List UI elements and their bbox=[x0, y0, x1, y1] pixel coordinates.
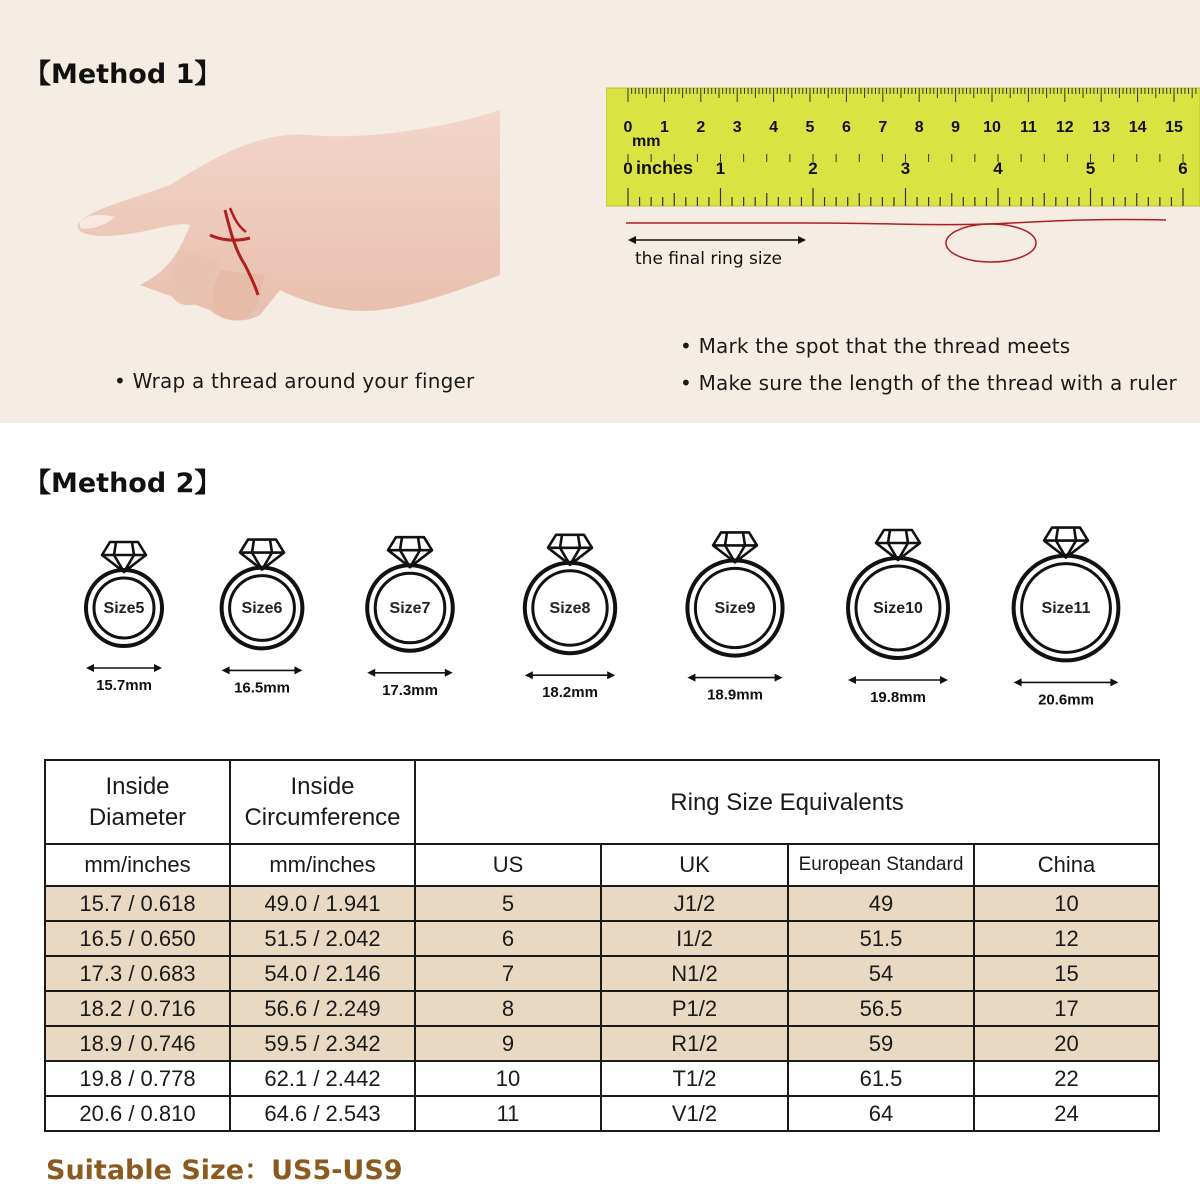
ring-diameter-label: 16.5mm bbox=[234, 679, 290, 697]
table-cell: 10 bbox=[415, 1061, 601, 1096]
ring-sizes-illustration bbox=[0, 510, 1200, 725]
table-cell: 24 bbox=[974, 1096, 1159, 1131]
ring-diameter-label: 18.2mm bbox=[542, 684, 598, 702]
table-cell: 56.6 / 2.249 bbox=[230, 991, 415, 1026]
method1-title: 【Method 1】 bbox=[24, 59, 222, 90]
ring-size-label: Size11 bbox=[1041, 600, 1091, 617]
diamond-icon bbox=[388, 537, 432, 567]
table-cell: 49 bbox=[788, 886, 974, 921]
arrow-head bbox=[86, 664, 94, 672]
table-cell: 6 bbox=[415, 921, 601, 956]
header-ring-size-equivalents: Ring Size Equivalents bbox=[415, 760, 1159, 844]
bullet-wrap-thread: • Wrap a thread around your finger bbox=[114, 369, 475, 393]
table-row bbox=[45, 956, 1159, 991]
bullet-dot: • bbox=[680, 371, 699, 395]
bullet-measure-ruler: • Make sure the length of the thread with a ruler bbox=[680, 371, 1177, 395]
table-cell: 8 bbox=[415, 991, 601, 1026]
ruler-mm-label: mm bbox=[632, 133, 661, 150]
header-european: European Standard bbox=[788, 844, 974, 886]
diamond-icon bbox=[876, 530, 920, 560]
table-row bbox=[45, 1026, 1159, 1061]
header-china: China bbox=[974, 844, 1159, 886]
table-cell: N1/2 bbox=[601, 956, 788, 991]
diamond-icon bbox=[1044, 528, 1088, 558]
table-row bbox=[45, 1096, 1159, 1131]
table-cell: 5 bbox=[415, 886, 601, 921]
arrow-head bbox=[367, 669, 375, 677]
table-cell: T1/2 bbox=[601, 1061, 788, 1096]
ruler-mm-number: 15 bbox=[1165, 119, 1183, 136]
table-row bbox=[45, 991, 1159, 1026]
ruler-mm-number: 5 bbox=[805, 119, 815, 136]
method2-title: 【Method 2】 bbox=[24, 468, 222, 499]
ring-size-label: Size5 bbox=[103, 600, 145, 617]
bullet-mark-spot: • Mark the spot that the thread meets bbox=[680, 334, 1071, 358]
header-us: US bbox=[415, 844, 601, 886]
table-cell: 18.9 / 0.746 bbox=[45, 1026, 230, 1061]
table-cell: 62.1 / 2.442 bbox=[230, 1061, 415, 1096]
ruler-mm-number: 14 bbox=[1128, 119, 1147, 136]
table-row bbox=[45, 886, 1159, 921]
ruler-inch-number: 4 bbox=[993, 159, 1003, 178]
ruler-mm-number: 13 bbox=[1092, 119, 1111, 136]
header-inside-diameter: Inside Diameter bbox=[45, 760, 230, 844]
ring-size-label: Size9 bbox=[714, 600, 756, 617]
table-cell: P1/2 bbox=[601, 991, 788, 1026]
ruler-inches-label: inches bbox=[636, 158, 694, 178]
ruler-inch-number: 2 bbox=[808, 159, 818, 178]
arrow-head bbox=[940, 676, 948, 684]
table-cell: 9 bbox=[415, 1026, 601, 1061]
ruler-mm-number: 0 bbox=[623, 119, 633, 136]
table-cell: J1/2 bbox=[601, 886, 788, 921]
table-cell: 15 bbox=[974, 956, 1159, 991]
table-cell: 51.5 bbox=[788, 921, 974, 956]
ruler bbox=[606, 86, 1200, 276]
arrow-head bbox=[848, 676, 856, 684]
table-cell: 64 bbox=[788, 1096, 974, 1131]
arrow-head bbox=[1014, 678, 1022, 686]
table-cell: 64.6 / 2.543 bbox=[230, 1096, 415, 1131]
header-mm-inches-diameter: mm/inches bbox=[45, 844, 230, 886]
ring-diameter-label: 15.7mm bbox=[96, 677, 152, 694]
thread-loop bbox=[946, 224, 1036, 262]
table-cell: 54.0 / 2.146 bbox=[230, 956, 415, 991]
arrow-head bbox=[154, 664, 162, 672]
diamond-icon bbox=[713, 532, 757, 562]
table-cell: 20 bbox=[974, 1026, 1159, 1061]
table-cell: 54 bbox=[788, 956, 974, 991]
thread-line bbox=[626, 220, 1166, 225]
suitable-size: Suitable Size：US5-US9 bbox=[46, 1155, 403, 1186]
arrow-head bbox=[607, 671, 615, 679]
ruler-mm-number: 12 bbox=[1055, 119, 1074, 136]
ruler-mm-number: 1 bbox=[659, 119, 669, 136]
ruler-mm-number: 11 bbox=[1019, 119, 1037, 136]
ruler-inch-number: 0 bbox=[623, 159, 633, 178]
arrow-head bbox=[294, 666, 302, 674]
table-cell: 61.5 bbox=[788, 1061, 974, 1096]
table-cell: 11 bbox=[415, 1096, 601, 1131]
table-cell: 15.7 / 0.618 bbox=[45, 886, 230, 921]
final-ring-size-label: the final ring size bbox=[635, 249, 782, 269]
ring-size-label: Size8 bbox=[549, 600, 591, 617]
arrow-head bbox=[687, 674, 695, 682]
table-cell: 17.3 / 0.683 bbox=[45, 956, 230, 991]
table-row bbox=[45, 1061, 1159, 1096]
ruler-mm-number: 8 bbox=[914, 119, 924, 136]
diamond-icon bbox=[102, 542, 146, 572]
ruler-mm-number: 7 bbox=[878, 119, 888, 136]
diamond-icon bbox=[240, 540, 284, 570]
ruler-mm-number: 9 bbox=[951, 119, 961, 136]
header-mm-inches-circumference: mm/inches bbox=[230, 844, 415, 886]
table-cell: 20.6 / 0.810 bbox=[45, 1096, 230, 1131]
ruler-inch-number: 6 bbox=[1178, 159, 1188, 178]
table-cell: 56.5 bbox=[788, 991, 974, 1026]
bullet-dot: • bbox=[114, 369, 133, 393]
arrow-head bbox=[222, 666, 230, 674]
ring-size5 bbox=[86, 542, 162, 694]
ruler-mm-number: 2 bbox=[696, 119, 706, 136]
ring-diameter-label: 20.6mm bbox=[1038, 691, 1094, 709]
arrow-head bbox=[775, 674, 783, 682]
ring-size-label: Size7 bbox=[389, 600, 431, 617]
ruler-mm-number: 4 bbox=[769, 119, 779, 136]
diamond-icon bbox=[548, 535, 592, 565]
ring-size-label: Size10 bbox=[873, 600, 923, 617]
ruler-inch-number: 5 bbox=[1085, 159, 1096, 178]
table-cell: 10 bbox=[974, 886, 1159, 921]
hand-illustration bbox=[60, 100, 500, 340]
table-cell: R1/2 bbox=[601, 1026, 788, 1061]
ring-size6 bbox=[222, 540, 303, 697]
table-cell: 49.0 / 1.941 bbox=[230, 886, 415, 921]
table-cell: I1/2 bbox=[601, 921, 788, 956]
arrow-head bbox=[445, 669, 453, 677]
ruler-mm-number: 10 bbox=[983, 119, 1001, 136]
table-cell: 19.8 / 0.778 bbox=[45, 1061, 230, 1096]
ruler-inch-number: 3 bbox=[900, 159, 911, 178]
ring-size-table bbox=[44, 759, 1160, 1132]
ring-size8 bbox=[525, 535, 615, 701]
ring-size10 bbox=[848, 530, 948, 706]
table-cell: 59.5 / 2.342 bbox=[230, 1026, 415, 1061]
ring-size7 bbox=[367, 537, 453, 699]
arrow-head bbox=[1110, 678, 1118, 686]
table-cell: 17 bbox=[974, 991, 1159, 1026]
ring-diameter-label: 18.9mm bbox=[707, 686, 763, 704]
header-uk: UK bbox=[601, 844, 788, 886]
ring-size-label: Size6 bbox=[241, 600, 283, 617]
arrow-head bbox=[525, 671, 533, 679]
table-cell: 16.5 / 0.650 bbox=[45, 921, 230, 956]
table-cell: 22 bbox=[974, 1061, 1159, 1096]
ruler-mm-number: 6 bbox=[841, 119, 851, 136]
table-cell: 59 bbox=[788, 1026, 974, 1061]
ruler-inch-number: 1 bbox=[715, 159, 726, 178]
ring-diameter-label: 19.8mm bbox=[870, 689, 926, 706]
bullet-dot: • bbox=[680, 334, 699, 358]
table-row bbox=[45, 921, 1159, 956]
ring-size11 bbox=[1014, 528, 1119, 709]
ring-diameter-label: 17.3mm bbox=[382, 681, 438, 699]
table-cell: 12 bbox=[974, 921, 1159, 956]
table-cell: 51.5 / 2.042 bbox=[230, 921, 415, 956]
ruler-mm-number: 3 bbox=[732, 119, 742, 136]
table-cell: 18.2 / 0.716 bbox=[45, 991, 230, 1026]
header-inside-circumference: Inside Circumference bbox=[230, 760, 415, 844]
table-cell: 7 bbox=[415, 956, 601, 991]
table-cell: V1/2 bbox=[601, 1096, 788, 1131]
ring-size9 bbox=[687, 532, 782, 703]
